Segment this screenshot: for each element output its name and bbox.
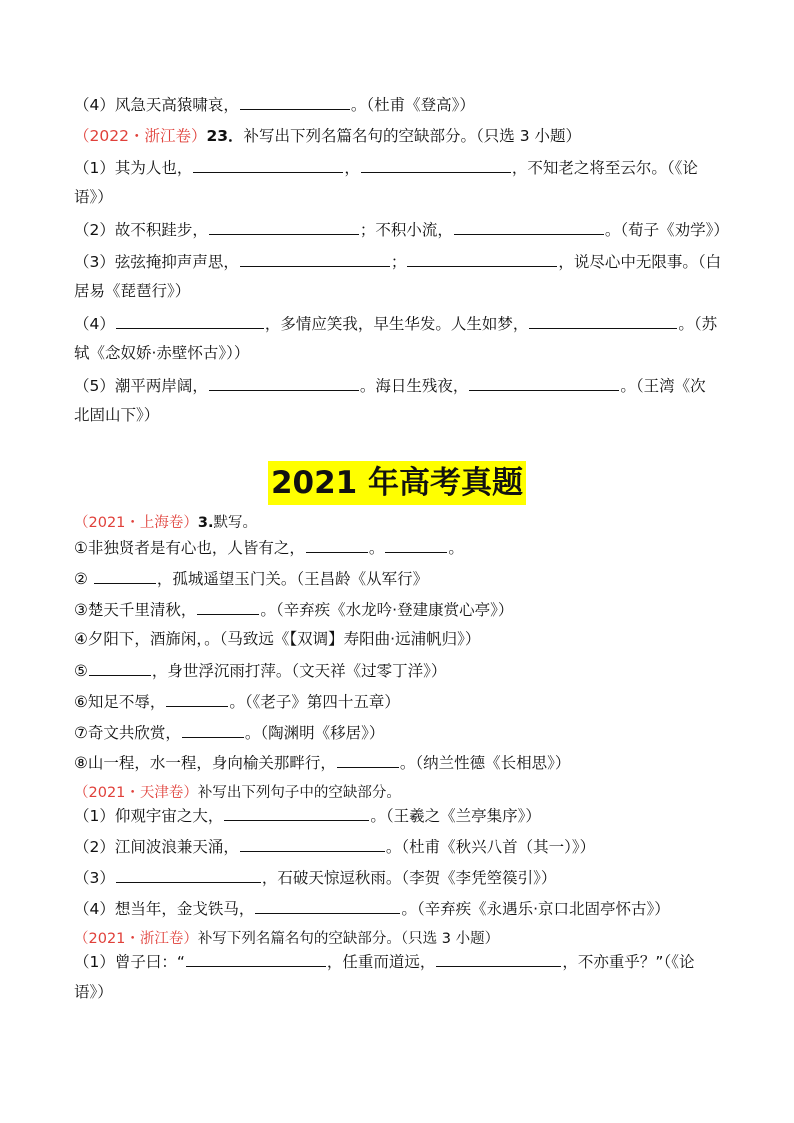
tianjin-item-4: （4）想当年，金戈铁马， 。（辛弃疾《永遇乐·京口北固亭怀古》） — [74, 900, 670, 918]
answer-blank[interactable] — [407, 251, 557, 267]
answer-blank[interactable] — [454, 219, 604, 235]
tianjin-header — [74, 783, 734, 803]
answer-blank[interactable] — [436, 951, 561, 967]
shanghai-item-3: ③楚天千里清秋， 。（辛弃疾《水龙吟·登建康赏心亭》） — [74, 601, 514, 619]
zhejiang-item-1: （1）曾子曰：“ ，任重而道远， ，不亦重乎？”（《论 — [74, 953, 695, 971]
line-q4-denggao: （4）风急天高猿啸哀， 。（杜甫《登高》） — [74, 96, 475, 114]
section-heading — [0, 461, 794, 505]
answer-blank[interactable] — [197, 599, 259, 615]
answer-blank[interactable] — [89, 660, 151, 676]
answer-blank[interactable] — [385, 537, 447, 553]
shanghai-item-4: ④夕阳下，酒旆闲，。（马致远《【双调】寿阳曲·远浦帆归》） — [74, 630, 481, 648]
zhejiang-item-1-cont: 语》） — [74, 983, 113, 1001]
q23-item-1-cont: 语》） — [74, 188, 113, 206]
q23-item-3: （3）弦弦掩抑声声思， ； ，说尽心中无限事。（白 — [74, 253, 722, 271]
answer-blank[interactable] — [116, 867, 261, 883]
answer-blank[interactable] — [240, 94, 350, 110]
question-instruction: 补写出下列名篇名句的空缺部分。（只选 3 小题） — [243, 127, 581, 145]
question-number: 23． — [206, 127, 244, 145]
shanghai-item-7: ⑦奇文共欣赏， 。（陶渊明《移居》） — [74, 724, 385, 742]
answer-blank[interactable] — [240, 836, 385, 852]
shanghai-item-2: ② ，孤城遥望玉门关。（王昌龄《从军行》 — [74, 570, 429, 588]
answer-blank[interactable] — [94, 568, 156, 584]
source-tag: （2022・浙江卷） — [74, 127, 207, 145]
answer-blank[interactable] — [116, 313, 264, 329]
answer-blank[interactable] — [166, 691, 228, 707]
q23-item-1: （1）其为人也， ， ，不知老之将至云尔。（《论 — [74, 159, 698, 177]
q23-item-4-cont: 轼《念奴娇·赤壁怀古》）） — [74, 344, 250, 362]
answer-blank[interactable] — [255, 898, 400, 914]
question-instruction: 默写。 — [213, 515, 258, 531]
answer-blank[interactable] — [469, 375, 619, 391]
question-23-header — [74, 126, 734, 146]
q23-item-5: （5）潮平两岸阔， 。海日生残夜， 。（王湾《次 — [74, 377, 706, 395]
shanghai-item-6: ⑥知足不辱， 。（《老子》第四十五章） — [74, 693, 400, 711]
question-instruction: 补写下列名篇名句的空缺部分。（只选 3 小题） — [197, 931, 500, 947]
answer-blank[interactable] — [337, 752, 399, 768]
q23-item-2: （2）故不积跬步， ；不积小流， 。（荀子《劝学》） — [74, 221, 729, 239]
answer-blank[interactable] — [182, 722, 244, 738]
source-tag: （2021・天津卷） — [74, 785, 198, 801]
source-tag: （2021・浙江卷） — [74, 931, 198, 947]
answer-blank[interactable] — [240, 251, 390, 267]
q23-item-4: （4） ，多情应笑我，早生华发。人生如梦， 。（苏 — [74, 315, 718, 333]
q23-item-5-cont: 北固山下》） — [74, 406, 160, 424]
shanghai-item-1: ①非独贤者是有心也，人皆有之， 。 。 — [74, 539, 464, 557]
answer-blank[interactable] — [209, 375, 359, 391]
zhejiang-header — [74, 929, 734, 949]
q23-item-3-cont: 居易《琵琶行》） — [74, 282, 191, 300]
answer-blank[interactable] — [306, 537, 368, 553]
answer-blank[interactable] — [224, 805, 369, 821]
answer-blank[interactable] — [209, 219, 359, 235]
shanghai-item-5: ⑤ ，身世浮沉雨打萍。（文天祥《过零丁洋》） — [74, 662, 447, 680]
tianjin-item-3: （3） ，石破天惊逗秋雨。（李贺《李凭箜篌引》） — [74, 869, 557, 887]
question-instruction: 补写出下列句子中的空缺部分。 — [197, 785, 401, 801]
answer-blank[interactable] — [361, 157, 511, 173]
source-tag: （2021・上海卷） — [74, 515, 198, 531]
shanghai-item-8: ⑧山一程，水一程，身向榆关那畔行， 。（纳兰性德《长相思》） — [74, 754, 571, 772]
tianjin-item-2: （2）江间波浪兼天涌， 。（杜甫《秋兴八首（其一）》） — [74, 838, 596, 856]
answer-blank[interactable] — [529, 313, 677, 329]
section-heading-text: 2021 年高考真题 — [268, 461, 526, 505]
shanghai-header — [74, 513, 734, 533]
tianjin-item-1: （1）仰观宇宙之大， 。（王羲之《兰亭集序》） — [74, 807, 541, 825]
question-number: 3. — [197, 515, 214, 531]
answer-blank[interactable] — [186, 951, 326, 967]
answer-blank[interactable] — [193, 157, 343, 173]
